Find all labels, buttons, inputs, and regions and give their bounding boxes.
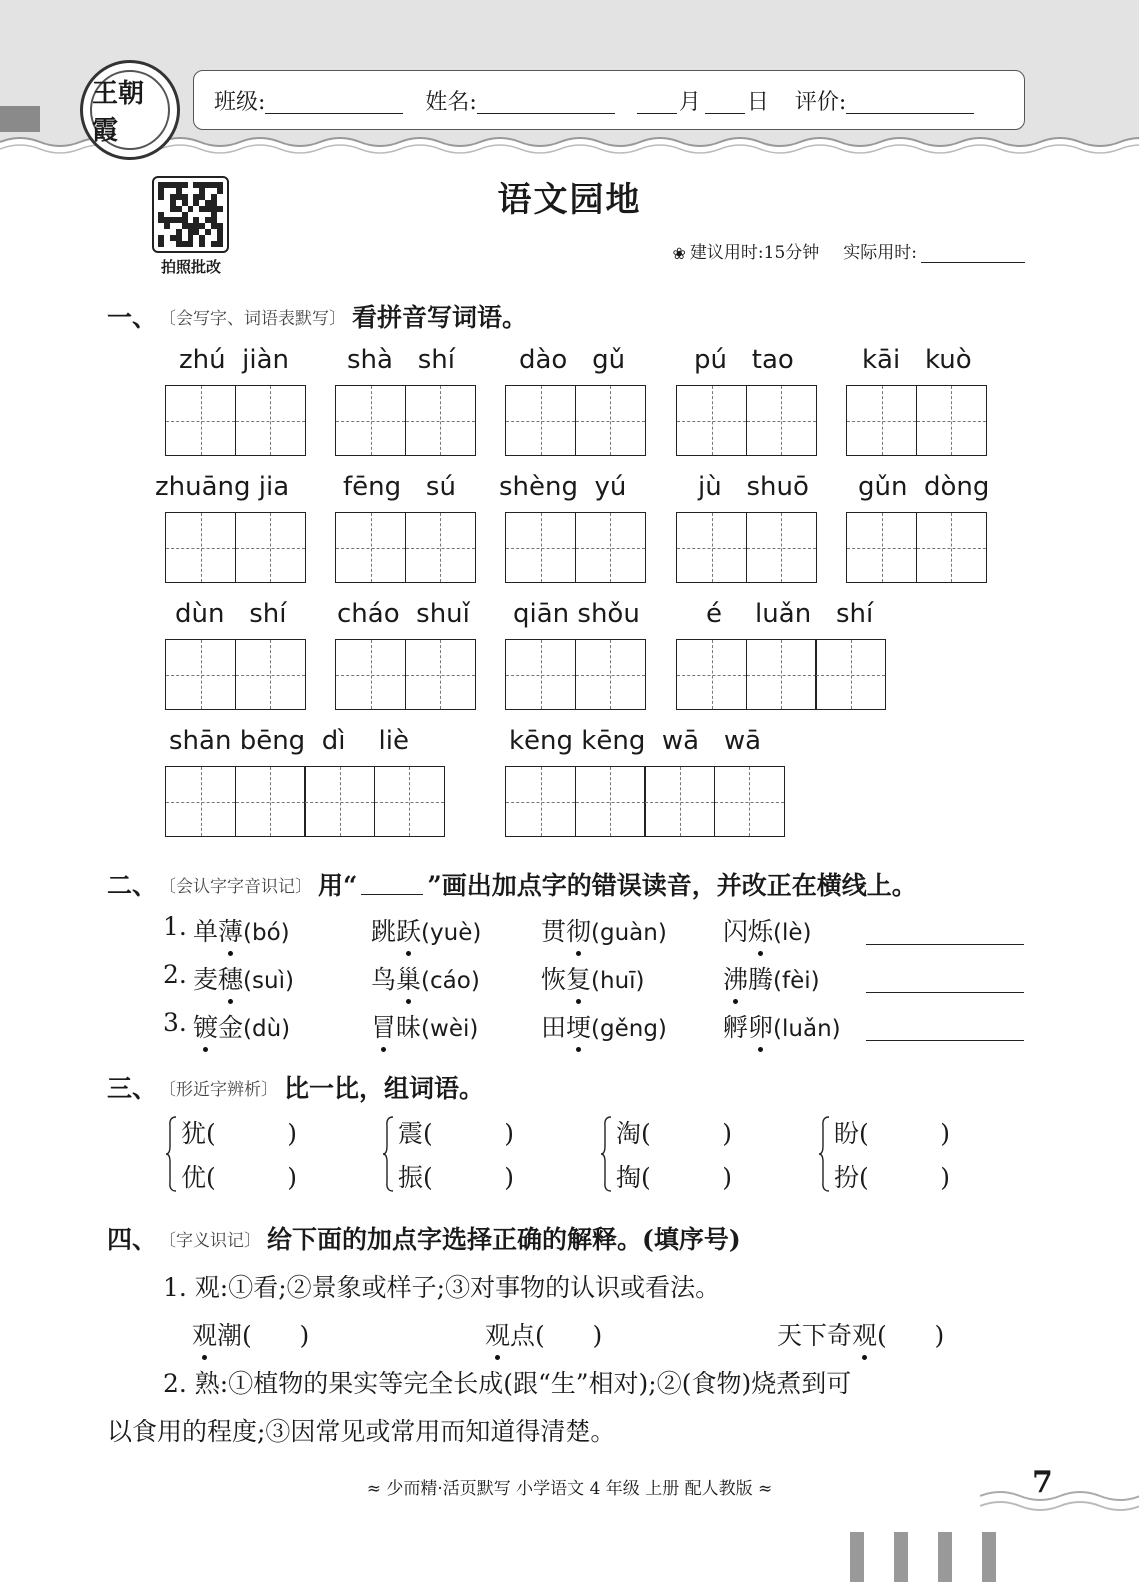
pinyin-label: jù shuō (698, 472, 809, 502)
char: 潮( ) (217, 1321, 310, 1350)
tianzige-box[interactable] (235, 385, 306, 456)
student-info-box (193, 70, 1025, 130)
pinyin-label: shèng yú (499, 472, 627, 502)
tianzige-box[interactable] (676, 385, 747, 456)
pair-top[interactable]: 淘( ) (616, 1119, 733, 1148)
writing-boxes (676, 385, 815, 456)
tianzige-box[interactable] (165, 639, 236, 710)
writing-boxes (165, 385, 304, 456)
writing-boxes (335, 385, 474, 456)
brace-icon (600, 1116, 612, 1192)
meaning-item[interactable] (485, 1316, 602, 1352)
day-label: 日 (746, 89, 769, 115)
pinyin-reading: (fèi) (773, 968, 820, 994)
tianzige-box[interactable] (165, 512, 236, 583)
char: 闪 (723, 917, 749, 946)
tianzige-box[interactable] (575, 385, 646, 456)
dotted-char: 烁 (748, 912, 773, 948)
word-with-pinyin[interactable] (723, 960, 820, 996)
writing-boxes (335, 639, 474, 710)
dotted-char: 观 (192, 1316, 217, 1352)
word-with-pinyin[interactable] (541, 912, 667, 948)
section4-number: 四、 (107, 1225, 158, 1254)
tianzige-box[interactable] (335, 512, 406, 583)
brand-logo (80, 60, 180, 160)
char: 单 (193, 917, 219, 946)
word-with-pinyin[interactable] (193, 912, 290, 948)
writing-boxes (505, 766, 783, 837)
char: 贯 (541, 917, 567, 946)
section1-tag: 〔会写字、词语表默写〕 (159, 308, 347, 329)
char: 点( ) (510, 1321, 603, 1350)
char-pair (600, 1114, 780, 1194)
word-with-pinyin[interactable] (371, 960, 480, 996)
writing-boxes (846, 385, 985, 456)
tianzige-box[interactable] (335, 639, 406, 710)
section2-number: 二、 (107, 871, 158, 900)
pinyin-reading: (lè) (773, 920, 812, 946)
pair-bottom[interactable]: 扮( ) (834, 1163, 951, 1192)
char: 田 (541, 1013, 567, 1042)
suggested-time: 建议用时:15分钟 (689, 243, 820, 263)
tianzige-box[interactable] (335, 385, 406, 456)
pair-bottom[interactable]: 优( ) (181, 1163, 298, 1192)
writing-boxes (165, 512, 304, 583)
logo-text: 王朝霞 (90, 70, 170, 150)
tianzige-box[interactable] (304, 766, 375, 837)
pinyin-label: shān bēng dì liè (169, 726, 409, 756)
pinyin-reading: (guàn) (591, 920, 667, 946)
pinyin-reading: (suì) (243, 968, 294, 994)
tianzige-box[interactable] (916, 512, 987, 583)
char: 跳 (371, 917, 397, 946)
char: 天下奇 (777, 1321, 853, 1350)
char: ( ) (877, 1321, 945, 1350)
char: 昧 (396, 1013, 422, 1042)
pinyin-label: zhuāng jia (155, 472, 290, 502)
writing-boxes (165, 639, 304, 710)
pair-bottom[interactable]: 掏( ) (616, 1163, 733, 1192)
footer-text: ≈ 少而精·活页默写 小学语文 4 年级 上册 配人教版 ≈ (366, 1479, 773, 1499)
char-pair (818, 1114, 998, 1194)
name-label: 姓名: (425, 89, 477, 115)
pinyin-reading: (luǎn) (773, 1016, 841, 1042)
pinyin-label: gǔn dòng (858, 472, 990, 502)
word-with-pinyin[interactable] (371, 1008, 478, 1044)
tianzige-box[interactable] (405, 385, 476, 456)
pinyin-reading: (cáo) (421, 968, 480, 994)
char: 金 (218, 1013, 244, 1042)
char: 腾 (748, 965, 774, 994)
writing-boxes (846, 512, 985, 583)
tianzige-box[interactable] (846, 385, 917, 456)
pinyin-reading: (wèi) (421, 1016, 479, 1042)
section2-heading (107, 866, 917, 902)
section2-tag: 〔会认字字音识记〕 (159, 876, 313, 897)
meaning-item[interactable] (192, 1316, 309, 1352)
section3-number: 三、 (107, 1074, 158, 1103)
writing-boxes (676, 512, 815, 583)
dotted-char: 沸 (723, 960, 748, 996)
day-field[interactable] (705, 86, 745, 114)
page-title: 语文园地 (497, 180, 642, 220)
flower-icon: ❀ (672, 244, 686, 263)
tianzige-box[interactable] (746, 639, 817, 710)
char-pair (165, 1114, 345, 1194)
tianzige-box[interactable] (505, 639, 576, 710)
pinyin-reading: (gěng) (591, 1016, 667, 1042)
footer-wave (980, 1486, 1139, 1522)
dotted-char: 埂 (566, 1008, 591, 1044)
section4-instruction: 给下面的加点字选择正确的解释。(填序号) (267, 1225, 741, 1254)
pinyin-label: dào gǔ (519, 345, 626, 375)
pinyin-label: é luǎn shí (706, 599, 874, 629)
tianzige-box[interactable] (165, 385, 236, 456)
pinyin-label: dùn shí (175, 599, 287, 629)
writing-boxes (335, 512, 474, 583)
brace-icon (382, 1116, 394, 1192)
pair-bottom[interactable]: 振( ) (398, 1163, 515, 1192)
row-number: 1. (163, 912, 187, 941)
word-with-pinyin[interactable] (723, 1008, 841, 1044)
tianzige-box[interactable] (575, 639, 646, 710)
pinyin-label: qiān shǒu (513, 599, 640, 629)
writing-boxes (505, 512, 644, 583)
section4-heading (107, 1220, 741, 1256)
time-info (673, 238, 1026, 263)
word-with-pinyin[interactable] (541, 960, 645, 996)
dotted-char: 观 (852, 1316, 877, 1352)
tianzige-box[interactable] (714, 766, 785, 837)
word-with-pinyin[interactable] (541, 1008, 667, 1044)
qr-caption: 拍照批改 (160, 258, 221, 276)
pinyin-reading: (bó) (243, 920, 290, 946)
pinyin-label: zhú jiàn (179, 345, 289, 375)
eval-field[interactable] (846, 86, 974, 114)
writing-boxes (505, 639, 644, 710)
word-with-pinyin[interactable] (193, 1008, 290, 1044)
pinyin-label: cháo shuǐ (337, 599, 470, 629)
pinyin-reading: (huī) (591, 968, 645, 994)
dotted-char: 镀 (193, 1008, 218, 1044)
dotted-char: 观 (485, 1316, 510, 1352)
tianzige-box[interactable] (235, 512, 306, 583)
pinyin-reading: (dù) (243, 1016, 291, 1042)
tianzige-box[interactable] (746, 385, 817, 456)
tianzige-box[interactable] (505, 766, 576, 837)
row-number: 3. (163, 1008, 187, 1037)
section3-tag: 〔形近字辨析〕 (159, 1079, 279, 1100)
question-2-line1: 2. 熟:①植物的果实等完全长成(跟“生”相对);②(食物)烧煮到可 (163, 1369, 852, 1398)
pair-top[interactable]: 震( ) (398, 1119, 515, 1148)
char-pair (382, 1114, 562, 1194)
dotted-char: 卵 (748, 1008, 773, 1044)
tianzige-box[interactable] (405, 512, 476, 583)
answer-line[interactable] (866, 992, 1024, 993)
tianzige-box[interactable] (846, 512, 917, 583)
dotted-char: 跃 (396, 912, 421, 948)
tianzige-box[interactable] (405, 639, 476, 710)
tianzige-box[interactable] (505, 512, 576, 583)
pair-top[interactable]: 盼( ) (834, 1119, 951, 1148)
section2-instruction-a: 用“ (318, 871, 358, 900)
dotted-char: 薄 (218, 912, 243, 948)
tianzige-box[interactable] (916, 385, 987, 456)
char: 麦 (193, 965, 219, 994)
tianzige-box[interactable] (235, 639, 306, 710)
dotted-char: 穗 (218, 960, 243, 996)
answer-line[interactable] (866, 944, 1024, 945)
pinyin-label: kēng kēng wā wā (509, 726, 762, 756)
dotted-char: 冒 (371, 1008, 396, 1044)
writing-boxes (676, 639, 885, 710)
section1-number: 一、 (107, 303, 158, 332)
word-with-pinyin[interactable] (723, 912, 812, 948)
pinyin-label: pú tao (694, 345, 794, 375)
actual-time-label: 实际用时: (843, 243, 917, 263)
page-number: 7 (1032, 1465, 1053, 1500)
char: 恢 (541, 965, 567, 994)
char: 鸟 (371, 965, 397, 994)
section2-instruction-b: ”画出加点字的错误读音，并改正在横线上。 (427, 871, 917, 900)
writing-boxes (505, 385, 644, 456)
eval-label: 评价: (794, 89, 847, 115)
section1-heading (107, 298, 527, 334)
tianzige-box[interactable] (815, 639, 886, 710)
month-field[interactable] (637, 86, 677, 114)
word-with-pinyin[interactable] (371, 912, 481, 948)
row-number: 2. (163, 960, 187, 989)
actual-time-field[interactable] (921, 243, 1025, 263)
side-tab (0, 106, 40, 132)
writing-boxes (165, 766, 443, 837)
dotted-char: 彻 (566, 912, 591, 948)
pair-top[interactable]: 犹( ) (181, 1119, 298, 1148)
tianzige-box[interactable] (505, 385, 576, 456)
dotted-char: 复 (566, 960, 591, 996)
pinyin-reading: (yuè) (421, 920, 482, 946)
pinyin-label: fēng sú (343, 472, 456, 502)
section3-instruction: 比一比，组词语。 (284, 1074, 485, 1103)
tianzige-box[interactable] (235, 766, 306, 837)
section1-instruction: 看拼音写词语。 (352, 303, 528, 332)
tianzige-box[interactable] (575, 766, 646, 837)
tianzige-box[interactable] (165, 766, 236, 837)
class-label: 班级: (214, 89, 266, 115)
char: 孵 (723, 1013, 749, 1042)
brace-icon (165, 1116, 177, 1192)
dotted-char: 巢 (396, 960, 421, 996)
question-2-line2: 以食用的程度;③因常见或常用而知道得清楚。 (107, 1417, 616, 1446)
answer-line[interactable] (866, 1040, 1024, 1041)
tianzige-box[interactable] (374, 766, 445, 837)
name-field[interactable] (477, 86, 615, 114)
underline-sample (361, 873, 423, 895)
pinyin-label: shà shí (347, 345, 455, 375)
question-1-definition: 1. 观:①看;②景象或样子;③对事物的认识或看法。 (163, 1273, 721, 1302)
section4-tag: 〔字义识记〕 (159, 1230, 262, 1251)
section3-heading (107, 1069, 484, 1105)
word-with-pinyin[interactable] (193, 960, 294, 996)
month-label: 月 (678, 89, 701, 115)
brace-icon (818, 1116, 830, 1192)
tianzige-box[interactable] (575, 512, 646, 583)
meaning-item[interactable] (777, 1316, 944, 1352)
tianzige-box[interactable] (644, 766, 715, 837)
pinyin-label: kāi kuò (862, 345, 972, 375)
class-field[interactable] (265, 86, 403, 114)
tianzige-box[interactable] (746, 512, 817, 583)
tianzige-box[interactable] (676, 639, 747, 710)
tianzige-box[interactable] (676, 512, 747, 583)
